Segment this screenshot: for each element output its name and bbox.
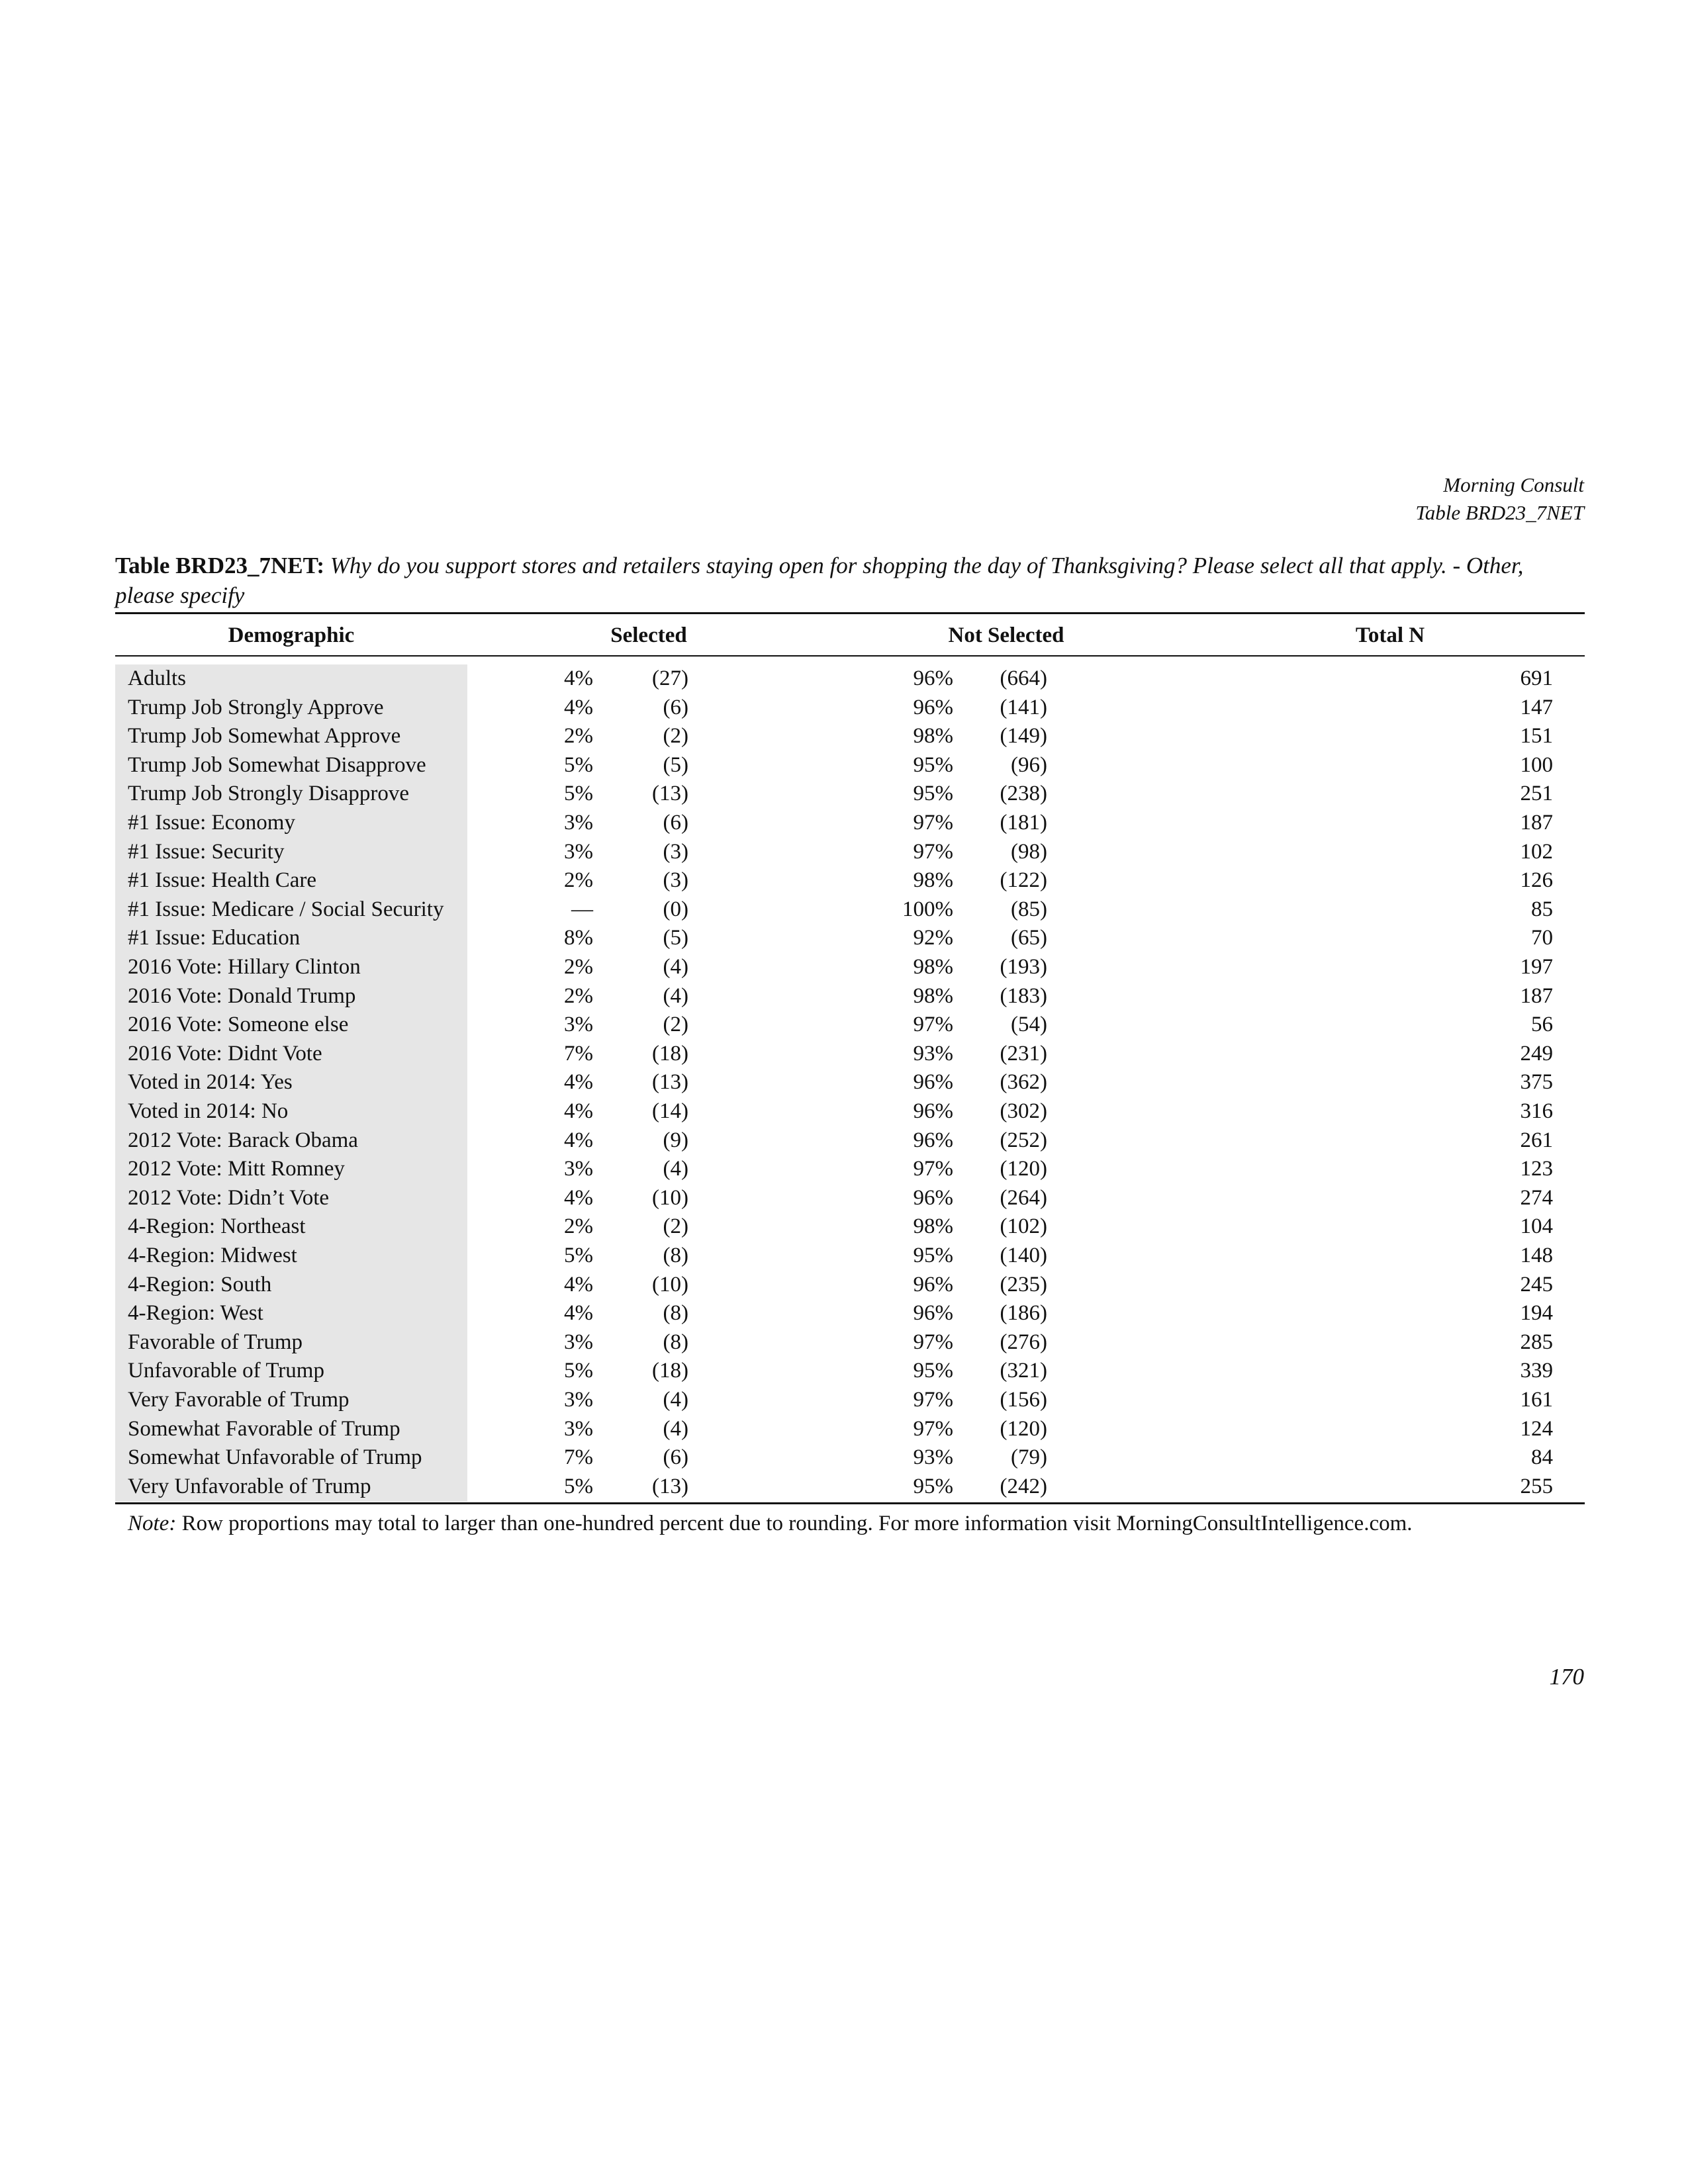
- row-total-n: 197: [1520, 955, 1553, 979]
- row-total-n: 316: [1520, 1099, 1553, 1123]
- row-total-n: 375: [1520, 1070, 1553, 1095]
- row-not-selected-percent: 95%: [913, 1359, 953, 1383]
- row-not-selected-percent: 95%: [913, 752, 953, 777]
- row-total-n: 123: [1520, 1157, 1553, 1181]
- row-selected-count: (3): [663, 868, 688, 893]
- row-selected-percent: 2%: [564, 983, 593, 1008]
- row-demographic: 2012 Vote: Didn’t Vote: [128, 1185, 330, 1210]
- row-total-n: 249: [1520, 1041, 1553, 1066]
- table-row: [0, 1473, 1688, 1502]
- table-row: [0, 1328, 1688, 1357]
- row-not-selected-percent: 95%: [913, 782, 953, 806]
- row-total-n: 691: [1520, 666, 1553, 690]
- row-demographic: 4-Region: South: [128, 1272, 272, 1297]
- row-selected-count: (6): [663, 811, 688, 835]
- row-not-selected-count: (141): [1000, 695, 1047, 719]
- row-total-n: 124: [1520, 1416, 1553, 1441]
- row-selected-percent: 4%: [564, 1070, 593, 1095]
- row-demographic: Trump Job Somewhat Approve: [128, 724, 401, 749]
- row-demographic: Trump Job Somewhat Disapprove: [128, 752, 426, 777]
- table-row: [0, 1299, 1688, 1328]
- row-selected-count: (0): [663, 897, 688, 921]
- row-selected-count: (2): [663, 724, 688, 749]
- note-text: Row proportions may total to larger than one-hundred percent due to rounding. For more information visit MorningConsultIntelligence.com.: [181, 1512, 1413, 1535]
- table-row: [0, 1040, 1688, 1069]
- row-not-selected-count: (102): [1000, 1214, 1047, 1239]
- header-not-selected: Not Selected: [948, 623, 1064, 647]
- row-selected-percent: 5%: [564, 1244, 593, 1267]
- row-selected-count: (10): [652, 1185, 688, 1210]
- row-total-n: 102: [1520, 839, 1553, 864]
- row-not-selected-percent: 95%: [913, 1474, 953, 1498]
- row-not-selected-count: (235): [1000, 1272, 1047, 1297]
- running-head: [1121, 471, 1584, 527]
- row-demographic: 4-Region: Midwest: [128, 1244, 297, 1267]
- row-demographic: 2012 Vote: Mitt Romney: [128, 1157, 345, 1181]
- row-total-n: 161: [1520, 1388, 1553, 1412]
- row-not-selected-percent: 96%: [913, 1099, 953, 1123]
- table-bottom-rule: [115, 1502, 1585, 1504]
- table-row: [0, 1386, 1688, 1415]
- row-demographic: Trump Job Strongly Disapprove: [128, 782, 410, 806]
- row-not-selected-percent: 97%: [913, 1416, 953, 1441]
- table-row: [0, 1068, 1688, 1097]
- row-selected-count: (3): [663, 839, 688, 864]
- row-not-selected-percent: 97%: [913, 1388, 953, 1412]
- table-row: [0, 780, 1688, 809]
- row-selected-percent: 7%: [564, 1041, 593, 1066]
- row-selected-percent: 3%: [564, 1157, 593, 1181]
- row-not-selected-count: (156): [1000, 1388, 1047, 1412]
- row-demographic: #1 Issue: Economy: [128, 811, 295, 835]
- row-not-selected-percent: 96%: [913, 1128, 953, 1152]
- row-not-selected-percent: 98%: [913, 983, 953, 1008]
- row-selected-percent: 5%: [564, 752, 593, 777]
- table-row: [0, 664, 1688, 694]
- row-demographic: Favorable of Trump: [128, 1330, 303, 1354]
- row-not-selected-count: (85): [1011, 897, 1047, 921]
- row-not-selected-count: (96): [1011, 752, 1047, 777]
- row-total-n: 339: [1520, 1359, 1553, 1383]
- table-row: [0, 1097, 1688, 1126]
- row-demographic: #1 Issue: Security: [128, 839, 285, 864]
- table-header-rule: [115, 655, 1585, 657]
- row-total-n: 187: [1520, 983, 1553, 1008]
- row-selected-percent: 2%: [564, 955, 593, 979]
- row-not-selected-count: (264): [1000, 1185, 1047, 1210]
- row-not-selected-percent: 98%: [913, 724, 953, 749]
- row-selected-percent: 3%: [564, 811, 593, 835]
- row-not-selected-percent: 98%: [913, 868, 953, 893]
- row-selected-count: (4): [663, 1416, 688, 1441]
- row-selected-percent: 5%: [564, 1359, 593, 1383]
- row-demographic: Very Unfavorable of Trump: [128, 1474, 371, 1498]
- row-selected-percent: 7%: [564, 1445, 593, 1470]
- row-not-selected-count: (181): [1000, 811, 1047, 835]
- row-demographic: 4-Region: West: [128, 1301, 263, 1326]
- row-selected-percent: 4%: [564, 1128, 593, 1152]
- table-row: [0, 1212, 1688, 1242]
- row-total-n: 100: [1520, 752, 1553, 777]
- row-total-n: 245: [1520, 1272, 1553, 1297]
- table-row: [0, 1126, 1688, 1156]
- row-total-n: 255: [1520, 1474, 1553, 1498]
- row-selected-percent: 4%: [564, 1272, 593, 1297]
- page-number: 170: [1549, 1664, 1584, 1690]
- row-selected-percent: 2%: [564, 1214, 593, 1239]
- table-row: [0, 1155, 1688, 1184]
- row-not-selected-count: (238): [1000, 782, 1047, 806]
- row-total-n: 104: [1520, 1214, 1553, 1239]
- row-demographic: #1 Issue: Health Care: [128, 868, 316, 893]
- row-selected-count: (14): [652, 1099, 688, 1123]
- row-total-n: 285: [1520, 1330, 1553, 1354]
- row-selected-percent: 3%: [564, 1013, 593, 1037]
- row-not-selected-count: (120): [1000, 1157, 1047, 1181]
- row-not-selected-percent: 97%: [913, 1330, 953, 1354]
- row-selected-count: (13): [652, 782, 688, 806]
- row-total-n: 85: [1531, 897, 1553, 921]
- table-row: [0, 1184, 1688, 1213]
- row-not-selected-count: (242): [1000, 1474, 1047, 1498]
- row-demographic: 2012 Vote: Barack Obama: [128, 1128, 358, 1152]
- row-not-selected-count: (252): [1000, 1128, 1047, 1152]
- row-selected-count: (5): [663, 752, 688, 777]
- row-selected-count: (18): [652, 1359, 688, 1383]
- row-selected-percent: 4%: [564, 695, 593, 719]
- row-selected-count: (10): [652, 1272, 688, 1297]
- table-row: [0, 809, 1688, 838]
- table-caption: [115, 551, 1585, 610]
- table-row: [0, 1357, 1688, 1386]
- row-not-selected-percent: 98%: [913, 1214, 953, 1239]
- header-demographic: Demographic: [228, 623, 355, 647]
- row-total-n: 251: [1520, 782, 1553, 806]
- row-not-selected-count: (140): [1000, 1244, 1047, 1267]
- row-demographic: Voted in 2014: No: [128, 1099, 289, 1123]
- row-not-selected-count: (186): [1000, 1301, 1047, 1326]
- row-selected-percent: 4%: [564, 1185, 593, 1210]
- table-row: [0, 694, 1688, 723]
- row-total-n: 126: [1520, 868, 1553, 893]
- row-selected-count: (6): [663, 1445, 688, 1470]
- table-row: [0, 838, 1688, 867]
- row-not-selected-percent: 96%: [913, 1070, 953, 1095]
- row-selected-count: (2): [663, 1013, 688, 1037]
- row-selected-percent: 4%: [564, 1099, 593, 1123]
- row-demographic: Somewhat Unfavorable of Trump: [128, 1445, 422, 1470]
- row-not-selected-count: (302): [1000, 1099, 1047, 1123]
- row-not-selected-count: (79): [1011, 1445, 1047, 1470]
- row-selected-count: (6): [663, 695, 688, 719]
- row-not-selected-count: (65): [1011, 926, 1047, 950]
- row-selected-percent: 5%: [564, 1474, 593, 1498]
- row-not-selected-count: (664): [1000, 666, 1047, 690]
- row-not-selected-percent: 97%: [913, 1157, 953, 1181]
- running-head-table-id: Table BRD23_7NET: [1415, 501, 1584, 524]
- row-demographic: Very Favorable of Trump: [128, 1388, 350, 1412]
- row-total-n: 148: [1520, 1244, 1553, 1267]
- row-not-selected-percent: 92%: [913, 926, 953, 950]
- row-total-n: 147: [1520, 695, 1553, 719]
- row-total-n: 70: [1531, 926, 1553, 950]
- row-selected-count: (4): [663, 1157, 688, 1181]
- row-not-selected-percent: 96%: [913, 1272, 953, 1297]
- row-not-selected-count: (122): [1000, 868, 1047, 893]
- row-not-selected-count: (54): [1011, 1013, 1047, 1037]
- row-total-n: 187: [1520, 811, 1553, 835]
- row-not-selected-count: (120): [1000, 1416, 1047, 1441]
- row-not-selected-percent: 100%: [902, 897, 953, 921]
- row-not-selected-percent: 97%: [913, 1013, 953, 1037]
- row-selected-percent: 5%: [564, 782, 593, 806]
- row-total-n: 194: [1520, 1301, 1553, 1326]
- row-selected-percent: 8%: [564, 926, 593, 950]
- table-row: [0, 895, 1688, 925]
- row-selected-percent: 2%: [564, 724, 593, 749]
- row-selected-percent: 3%: [564, 1388, 593, 1412]
- row-selected-count: (13): [652, 1474, 688, 1498]
- row-selected-count: (18): [652, 1041, 688, 1066]
- row-not-selected-count: (193): [1000, 955, 1047, 979]
- row-selected-count: (2): [663, 1214, 688, 1239]
- row-not-selected-percent: 96%: [913, 1185, 953, 1210]
- running-head-publisher: Morning Consult: [1443, 473, 1584, 496]
- note-label: Note:: [128, 1512, 177, 1535]
- row-demographic: Trump Job Strongly Approve: [128, 695, 384, 719]
- table-row: [0, 722, 1688, 751]
- row-not-selected-count: (149): [1000, 724, 1047, 749]
- row-not-selected-count: (231): [1000, 1041, 1047, 1066]
- row-not-selected-count: (362): [1000, 1070, 1047, 1095]
- row-not-selected-percent: 97%: [913, 811, 953, 835]
- row-selected-percent: —: [571, 897, 593, 921]
- row-selected-percent: 2%: [564, 868, 593, 893]
- row-demographic: Unfavorable of Trump: [128, 1359, 324, 1383]
- row-selected-count: (5): [663, 926, 688, 950]
- row-selected-count: (8): [663, 1244, 688, 1267]
- row-selected-count: (4): [663, 955, 688, 979]
- row-selected-percent: 3%: [564, 839, 593, 864]
- row-not-selected-percent: 95%: [913, 1244, 953, 1267]
- row-demographic: 2016 Vote: Someone else: [128, 1013, 349, 1037]
- row-total-n: 261: [1520, 1128, 1553, 1152]
- table-row: [0, 1415, 1688, 1444]
- table-row: [0, 924, 1688, 953]
- table-note: [128, 1509, 1584, 1538]
- table-row: [0, 1443, 1688, 1473]
- row-not-selected-count: (98): [1011, 839, 1047, 864]
- row-selected-count: (8): [663, 1301, 688, 1326]
- caption-lead: Table BRD23_7NET:: [115, 553, 325, 578]
- row-selected-count: (4): [663, 983, 688, 1008]
- row-total-n: 151: [1520, 724, 1553, 749]
- table-row: [0, 1271, 1688, 1300]
- header-selected: Selected: [610, 623, 687, 647]
- row-demographic: #1 Issue: Education: [128, 926, 301, 950]
- row-not-selected-percent: 96%: [913, 1301, 953, 1326]
- row-selected-percent: 4%: [564, 1301, 593, 1326]
- row-selected-percent: 4%: [564, 666, 593, 690]
- table-header: [0, 621, 1688, 650]
- row-not-selected-count: (276): [1000, 1330, 1047, 1354]
- table-row: [0, 866, 1688, 895]
- row-selected-percent: 3%: [564, 1416, 593, 1441]
- row-demographic: #1 Issue: Medicare / Social Security: [128, 897, 444, 921]
- row-demographic: 2016 Vote: Hillary Clinton: [128, 955, 361, 979]
- row-demographic: 4-Region: Northeast: [128, 1214, 306, 1239]
- row-demographic: Voted in 2014: Yes: [128, 1070, 293, 1095]
- row-not-selected-count: (321): [1000, 1359, 1047, 1383]
- table-row: [0, 751, 1688, 780]
- row-demographic: Somewhat Favorable of Trump: [128, 1416, 400, 1441]
- table-row: [0, 982, 1688, 1011]
- row-demographic: Adults: [128, 666, 187, 690]
- table-row: [0, 1242, 1688, 1271]
- row-selected-count: (9): [663, 1128, 688, 1152]
- caption-question: Why do you support stores and retailers staying open for shopping the day of Thanksgiving? Please select all that apply. - Other, please specify: [115, 553, 1524, 608]
- row-total-n: 56: [1531, 1013, 1553, 1037]
- row-not-selected-percent: 93%: [913, 1445, 953, 1470]
- table-top-rule: [115, 612, 1585, 614]
- row-not-selected-percent: 96%: [913, 695, 953, 719]
- table-row: [0, 1011, 1688, 1040]
- row-selected-count: (4): [663, 1388, 688, 1412]
- row-total-n: 84: [1531, 1445, 1553, 1470]
- header-total-n: Total N: [1355, 623, 1425, 647]
- row-not-selected-percent: 96%: [913, 666, 953, 690]
- row-not-selected-percent: 93%: [913, 1041, 953, 1066]
- row-not-selected-percent: 97%: [913, 839, 953, 864]
- row-total-n: 274: [1520, 1185, 1553, 1210]
- row-selected-count: (27): [652, 666, 688, 690]
- row-selected-count: (13): [652, 1070, 688, 1095]
- row-demographic: 2016 Vote: Didnt Vote: [128, 1041, 322, 1066]
- row-selected-percent: 3%: [564, 1330, 593, 1354]
- row-not-selected-percent: 98%: [913, 955, 953, 979]
- row-not-selected-count: (183): [1000, 983, 1047, 1008]
- row-selected-count: (8): [663, 1330, 688, 1354]
- table-row: [0, 953, 1688, 982]
- row-demographic: 2016 Vote: Donald Trump: [128, 983, 356, 1008]
